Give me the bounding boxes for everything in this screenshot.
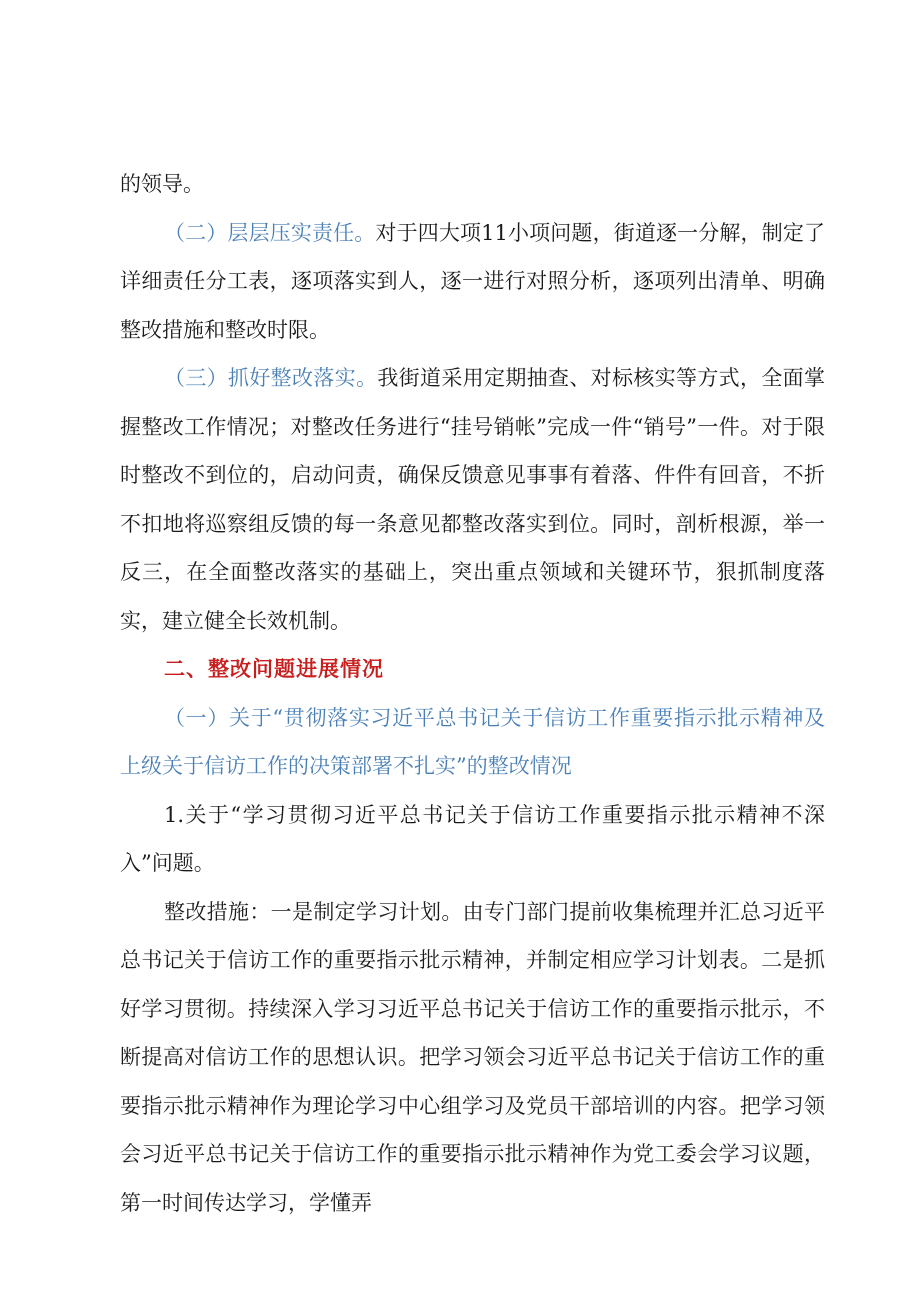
- continuation-text: 的领导。: [120, 172, 204, 196]
- document-body: [120, 160, 825, 1227]
- paragraph-responsibility: [120, 209, 825, 355]
- subheading-responsibility: （二）层层压实责任。: [164, 220, 376, 245]
- item-heading-1: 1.关于“学习贯彻习近平总书记关于信访工作重要指示批示精神不深入”问题。: [120, 802, 825, 875]
- responsibility-body: 对于四大项11小项问题，街道逐一分解，制定了详细责任分工表，逐项落实到人，逐一进行对照分析，逐项列出清单、明确整改措施和整改时限。: [120, 220, 825, 342]
- subheading-implementation: （三）抓好整改落实。: [164, 366, 378, 390]
- implementation-body: 我街道采用定期抽查、对标核实等方式，全面掌握整改工作情况；对整改任务进行“挂号销帐”完成一件“销号”一件。对于限时整改不到位的，启动问责，确保反馈意见事事有着落、件件有回音，不折不扣地将巡察组反馈的每一条意见都整改落实到位。同时，剖析根源，举一反三，在全面整改落实的基础上，突出重点领域和关键环节，狠抓制度落实，建立健全长效机制。: [120, 366, 826, 633]
- subsection-heading-petition: （一）关于“贯彻落实习近平总书记关于信访工作重要指示批示精神及上级关于信访工作的决策部署不扎实”的整改情况: [120, 705, 825, 778]
- section-heading-progress: 二、整改问题进展情况: [164, 657, 384, 681]
- paragraph-measures: 整改措施：一是制定学习计划。由专门部门提前收集梳理并汇总习近平总书记关于信访工作的重要指示批示精神，并制定相应学习计划表。二是抓好学习贯彻。持续深入学习习近平总书记关于信访工作的重要指示批示，不断提高对信访工作的思想认识。把学习领会习近平总书记关于信访工作的重要指示批示精神作为理论学习中心组学习及党员干部培训的内容。把学习领会习近平总书记关于信访工作的重要指示批示精神作为党工委会学习议题，第一时间传达学习，学懂弄: [120, 899, 825, 1215]
- paragraph-implementation: [120, 354, 825, 645]
- paragraph-continuation: [120, 160, 825, 209]
